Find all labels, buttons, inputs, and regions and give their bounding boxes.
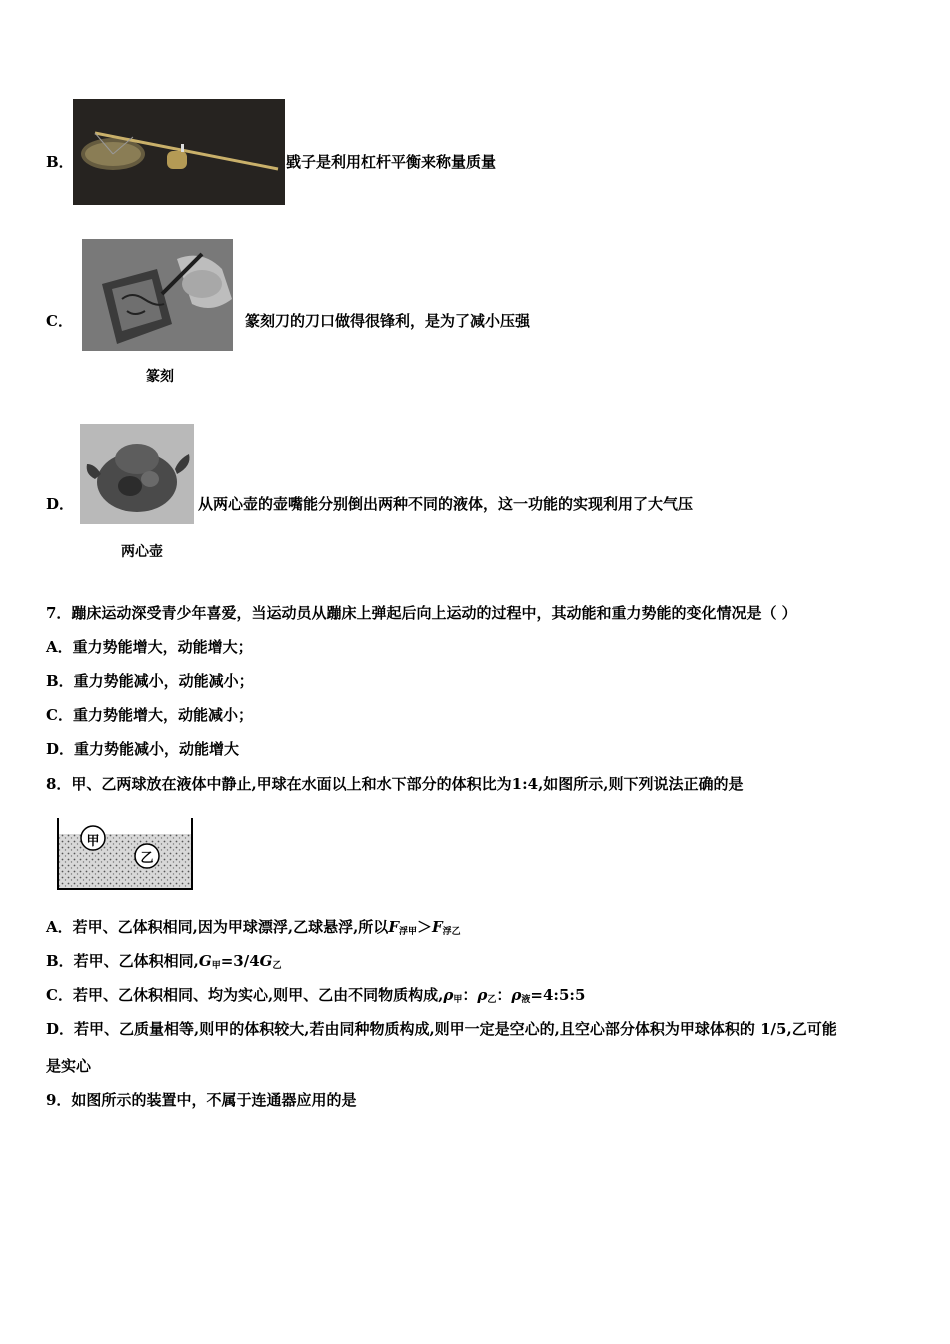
q8-option-c-sub3: 液	[521, 995, 531, 1005]
q8-option-c-ratio: =4:5:5	[530, 986, 586, 1004]
q8-option-c-text: C．若甲、乙休积相同、均为实心,则甲、乙由不同物质构成,	[46, 986, 444, 1004]
q8-option-b	[46, 952, 281, 975]
steelyard-photo	[73, 99, 285, 205]
q8-option-a-gt: ＞	[416, 918, 432, 936]
q8-option-a-sub2: 浮乙	[442, 927, 461, 937]
q8-option-c-sub1: 甲	[453, 995, 463, 1005]
q7-stem: 7．蹦床运动深受青少年喜爱，当运动员从蹦床上弹起后向上运动的过程中，其动能和重力势能的变化情况是（ ）	[46, 604, 797, 622]
q8-option-d-line2: 是实心	[46, 1057, 92, 1075]
q8-option-c-sep2: ：	[496, 986, 512, 1004]
q8-option-a-F1: F	[388, 918, 399, 936]
q8-option-a	[46, 918, 461, 941]
two-heart-pot-photo	[80, 424, 194, 524]
q8-option-c-sep1: ：	[462, 986, 478, 1004]
q8-option-a-sub1: 浮甲	[398, 927, 417, 937]
q8-option-c	[46, 986, 585, 1009]
q7-option-a: A．重力势能增大，动能增大；	[46, 638, 253, 656]
option-c-image-caption: 篆刻	[146, 369, 174, 385]
q9-stem: 9．如图所示的装置中，不属于连通器应用的是	[46, 1091, 357, 1109]
option-c-text: 篆刻刀的刀口做得很锋利，是为了减小压强	[245, 312, 531, 330]
q8-option-a-F2: F	[432, 918, 443, 936]
q8-stem: 8．甲、乙两球放在液体中静止,甲球在水面以上和水下部分的体积比为1:4,如图所示,则下列说法正确的是	[46, 775, 744, 793]
option-d-letter: D．	[46, 495, 75, 513]
q8-option-b-mid: =3/4	[220, 952, 260, 970]
q8-container-figure	[55, 816, 195, 892]
q8-option-b-G1: G	[198, 952, 212, 970]
q8-option-b-G2: G	[259, 952, 273, 970]
ball-jia-label: 甲	[86, 834, 100, 849]
q8-option-c-sub2: 乙	[487, 995, 497, 1005]
q7-option-b: B．重力势能减小，动能减小；	[46, 672, 254, 690]
option-d-image-caption: 两心壶	[121, 544, 163, 560]
q8-option-b-text: B．若甲、乙体积相同,	[46, 952, 199, 970]
option-b-letter: B．	[46, 153, 74, 171]
q8-option-c-rho2: ρ	[477, 986, 488, 1004]
option-d-text: 从两心壶的壶嘴能分别倒出两种不同的液体，这一功能的实现利用了大气压	[198, 495, 694, 513]
liquid-container-diagram	[55, 816, 195, 892]
q8-option-d-line1: D．若甲、乙质量相等,则甲的体积较大,若由同种物质构成,则甲一定是空心的,且空心部分体积为甲球体积的 1/5,乙可能	[46, 1020, 837, 1038]
q7-option-d: D．重力势能减小，动能增大	[46, 740, 240, 758]
q8-option-b-sub1: 甲	[211, 961, 221, 971]
option-b-text: 戥子是利用杠杆平衡来称量质量	[286, 153, 497, 171]
q8-option-a-text: A．若甲、乙体积相同,因为甲球漂浮,乙球悬浮,所以	[46, 918, 389, 936]
ball-yi-label: 乙	[140, 851, 154, 866]
option-c-letter: C．	[46, 312, 73, 330]
q8-option-b-sub2: 乙	[272, 961, 282, 971]
seal-carving-photo	[82, 239, 233, 351]
q8-option-c-rho1: ρ	[443, 986, 454, 1004]
q8-option-c-rho3: ρ	[511, 986, 522, 1004]
q7-option-c: C．重力势能增大，动能减小；	[46, 706, 253, 724]
